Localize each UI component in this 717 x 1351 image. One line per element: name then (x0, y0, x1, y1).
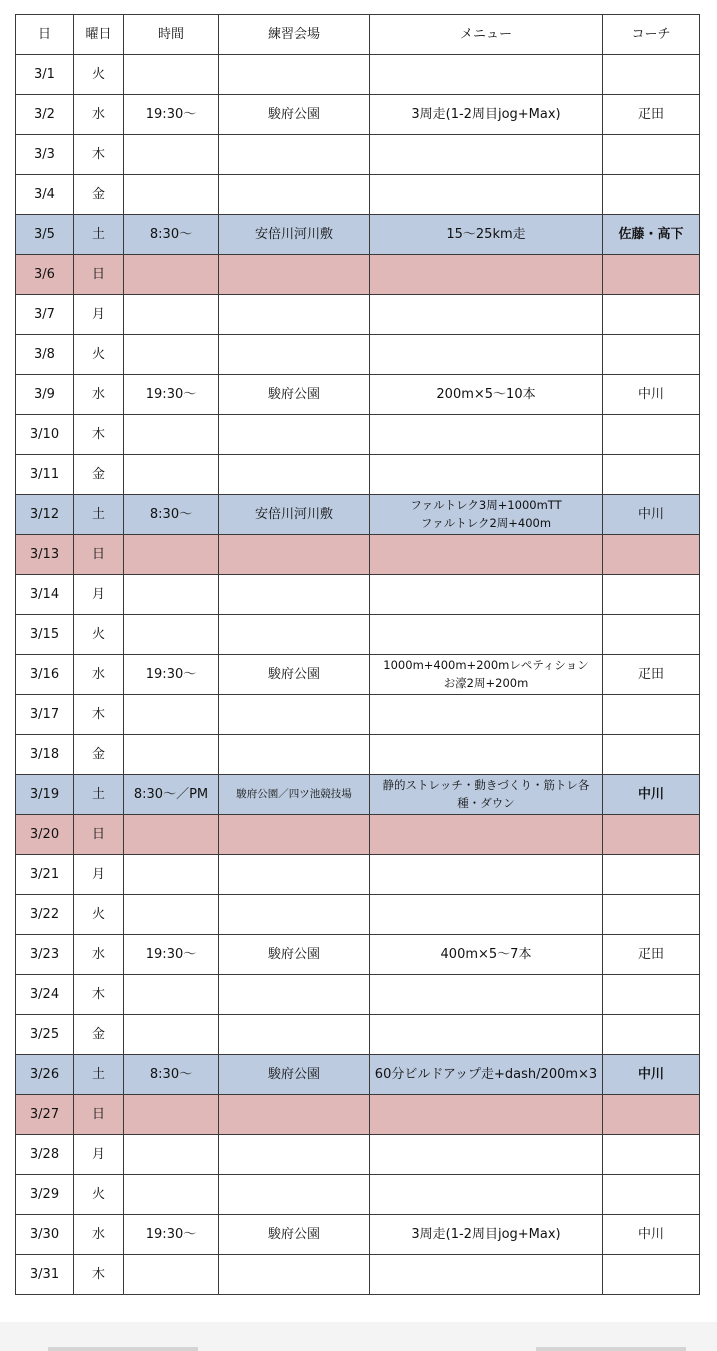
table-row-saturday (16, 775, 700, 815)
weekday-cell: 火 (74, 895, 124, 935)
coach-cell (603, 855, 700, 895)
venue-cell (219, 975, 370, 1015)
venue-cell: 駿府公園 (219, 95, 370, 135)
date-cell: 3/21 (16, 855, 74, 895)
date-cell: 3/16 (16, 655, 74, 695)
menu-cell (370, 415, 603, 455)
time-cell: 8:30〜 (124, 1055, 219, 1095)
time-cell: 19:30〜 (124, 95, 219, 135)
table-row (16, 95, 700, 135)
menu-cell (370, 1135, 603, 1175)
weekday-cell: 木 (74, 695, 124, 735)
weekday-cell: 木 (74, 135, 124, 175)
venue-cell (219, 415, 370, 455)
table-row (16, 135, 700, 175)
venue-cell (219, 135, 370, 175)
menu-cell (370, 575, 603, 615)
menu-cell (370, 95, 603, 135)
header-time: 時間 (124, 15, 219, 55)
coach-cell (603, 1095, 700, 1135)
menu-cell (370, 615, 603, 655)
date-cell: 3/9 (16, 375, 74, 415)
date-cell: 3/26 (16, 1055, 74, 1095)
weekday-cell: 水 (74, 95, 124, 135)
date-cell: 3/24 (16, 975, 74, 1015)
time-cell (124, 615, 219, 655)
venue-cell (219, 175, 370, 215)
date-cell: 3/4 (16, 175, 74, 215)
table-row-saturday (16, 1055, 700, 1095)
schedule-body (16, 55, 700, 1295)
venue-cell (219, 255, 370, 295)
date-cell: 3/1 (16, 55, 74, 95)
coach-cell (603, 135, 700, 175)
table-row (16, 335, 700, 375)
menu-line: 200m×5〜10本 (436, 386, 536, 402)
venue-cell (219, 1135, 370, 1175)
coach-cell (603, 1175, 700, 1215)
weekday-cell: 土 (74, 215, 124, 255)
coach-cell (603, 1135, 700, 1175)
sheet-tab[interactable] (536, 1347, 686, 1351)
weekday-cell: 水 (74, 655, 124, 695)
coach-cell: 中川 (603, 495, 700, 535)
time-cell (124, 735, 219, 775)
table-row (16, 575, 700, 615)
table-row (16, 935, 700, 975)
venue-cell (219, 1175, 370, 1215)
menu-cell (370, 1215, 603, 1255)
coach-cell (603, 535, 700, 575)
practice-schedule-table (15, 14, 700, 1295)
venue-cell (219, 1015, 370, 1055)
time-cell: 19:30〜 (124, 655, 219, 695)
date-cell: 3/3 (16, 135, 74, 175)
table-row (16, 415, 700, 455)
time-cell (124, 815, 219, 855)
weekday-cell: 土 (74, 495, 124, 535)
venue-cell (219, 295, 370, 335)
menu-cell (370, 1095, 603, 1135)
time-cell (124, 55, 219, 95)
menu-line: 3周走(1-2周目jog+Max) (411, 106, 561, 122)
table-row (16, 735, 700, 775)
menu-cell (370, 895, 603, 935)
table-row (16, 295, 700, 335)
weekday-cell: 土 (74, 1055, 124, 1095)
time-cell: 19:30〜 (124, 375, 219, 415)
time-cell (124, 695, 219, 735)
table-row (16, 975, 700, 1015)
venue-cell (219, 455, 370, 495)
weekday-cell: 金 (74, 1015, 124, 1055)
time-cell (124, 135, 219, 175)
coach-cell (603, 815, 700, 855)
coach-cell (603, 895, 700, 935)
table-row-sunday (16, 255, 700, 295)
weekday-cell: 木 (74, 415, 124, 455)
venue-cell: 駿府公園／四ツ池競技場 (219, 775, 370, 815)
menu-cell (370, 695, 603, 735)
menu-cell (370, 215, 603, 255)
menu-line: お濠2周+200m (443, 675, 529, 690)
time-cell (124, 415, 219, 455)
coach-cell (603, 455, 700, 495)
date-cell: 3/28 (16, 1135, 74, 1175)
coach-cell: 中川 (603, 375, 700, 415)
menu-line: 種・ダウン (457, 795, 515, 810)
coach-cell: 疋田 (603, 655, 700, 695)
date-cell: 3/29 (16, 1175, 74, 1215)
coach-cell (603, 975, 700, 1015)
table-row (16, 55, 700, 95)
menu-cell (370, 455, 603, 495)
coach-cell: 中川 (603, 775, 700, 815)
coach-cell: 中川 (603, 1215, 700, 1255)
menu-line: ファルトレク3周+1000mTT (410, 497, 562, 512)
coach-cell (603, 255, 700, 295)
date-cell: 3/23 (16, 935, 74, 975)
menu-cell (370, 735, 603, 775)
time-cell (124, 855, 219, 895)
header-date: 日 (16, 15, 74, 55)
time-cell: 8:30〜 (124, 215, 219, 255)
menu-cell (370, 495, 603, 535)
table-row (16, 615, 700, 655)
venue-cell (219, 1255, 370, 1295)
menu-cell (370, 335, 603, 375)
menu-line: ファルトレク2周+400m (420, 515, 552, 530)
table-row (16, 655, 700, 695)
venue-cell (219, 615, 370, 655)
time-cell (124, 455, 219, 495)
date-cell: 3/18 (16, 735, 74, 775)
weekday-cell: 木 (74, 975, 124, 1015)
table-row (16, 375, 700, 415)
menu-line: 15〜25km走 (446, 226, 526, 242)
menu-cell (370, 135, 603, 175)
table-row-sunday (16, 1095, 700, 1135)
table-row (16, 175, 700, 215)
time-cell (124, 1175, 219, 1215)
weekday-cell: 金 (74, 455, 124, 495)
time-cell (124, 535, 219, 575)
table-row-sunday (16, 815, 700, 855)
time-cell (124, 255, 219, 295)
table-row (16, 455, 700, 495)
table-row (16, 695, 700, 735)
header-venue: 練習会場 (219, 15, 370, 55)
date-cell: 3/27 (16, 1095, 74, 1135)
time-cell (124, 1095, 219, 1135)
weekday-cell: 火 (74, 1175, 124, 1215)
menu-line: 60分ビルドアップ走+dash/200m×3 (374, 1066, 598, 1082)
menu-line: 静的ストレッチ・動きづくり・筋トレ各 (382, 777, 590, 792)
date-cell: 3/19 (16, 775, 74, 815)
weekday-cell: 火 (74, 335, 124, 375)
coach-cell (603, 175, 700, 215)
date-cell: 3/5 (16, 215, 74, 255)
menu-cell (370, 655, 603, 695)
coach-cell (603, 735, 700, 775)
venue-cell: 安倍川河川敷 (219, 495, 370, 535)
menu-cell (370, 255, 603, 295)
coach-cell: 疋田 (603, 95, 700, 135)
weekday-cell: 月 (74, 1135, 124, 1175)
venue-cell: 駿府公園 (219, 1215, 370, 1255)
time-cell (124, 975, 219, 1015)
venue-cell (219, 815, 370, 855)
menu-cell (370, 855, 603, 895)
date-cell: 3/17 (16, 695, 74, 735)
venue-cell: 駿府公園 (219, 375, 370, 415)
menu-line: 400m×5〜7本 (440, 946, 532, 962)
time-cell (124, 295, 219, 335)
weekday-cell: 月 (74, 295, 124, 335)
venue-cell (219, 855, 370, 895)
time-cell (124, 1255, 219, 1295)
venue-cell (219, 335, 370, 375)
date-cell: 3/7 (16, 295, 74, 335)
menu-line: 1000m+400m+200mレペティション (383, 657, 589, 672)
time-cell (124, 175, 219, 215)
date-cell: 3/14 (16, 575, 74, 615)
table-row (16, 1215, 700, 1255)
weekday-cell: 日 (74, 535, 124, 575)
date-cell: 3/20 (16, 815, 74, 855)
menu-cell (370, 1015, 603, 1055)
date-cell: 3/12 (16, 495, 74, 535)
date-cell: 3/10 (16, 415, 74, 455)
venue-cell (219, 575, 370, 615)
weekday-cell: 月 (74, 855, 124, 895)
coach-cell (603, 1015, 700, 1055)
menu-cell (370, 815, 603, 855)
menu-cell (370, 1255, 603, 1295)
menu-cell (370, 295, 603, 335)
time-cell (124, 1015, 219, 1055)
time-cell: 8:30〜 (124, 495, 219, 535)
weekday-cell: 日 (74, 1095, 124, 1135)
weekday-cell: 金 (74, 735, 124, 775)
menu-cell (370, 935, 603, 975)
table-row-sunday (16, 535, 700, 575)
menu-cell (370, 175, 603, 215)
menu-cell (370, 375, 603, 415)
coach-cell (603, 695, 700, 735)
venue-cell: 駿府公園 (219, 935, 370, 975)
menu-line: 3周走(1-2周目jog+Max) (411, 1226, 561, 1242)
weekday-cell: 水 (74, 375, 124, 415)
table-row (16, 895, 700, 935)
date-cell: 3/11 (16, 455, 74, 495)
coach-cell: 疋田 (603, 935, 700, 975)
header-weekday: 曜日 (74, 15, 124, 55)
venue-cell: 駿府公園 (219, 1055, 370, 1095)
date-cell: 3/25 (16, 1015, 74, 1055)
venue-cell: 安倍川河川敷 (219, 215, 370, 255)
table-row (16, 1175, 700, 1215)
time-cell: 19:30〜 (124, 1215, 219, 1255)
venue-cell (219, 695, 370, 735)
coach-cell (603, 615, 700, 655)
date-cell: 3/30 (16, 1215, 74, 1255)
date-cell: 3/15 (16, 615, 74, 655)
date-cell: 3/13 (16, 535, 74, 575)
time-cell: 19:30〜 (124, 935, 219, 975)
time-cell: 8:30〜／PM (124, 775, 219, 815)
time-cell (124, 895, 219, 935)
coach-cell (603, 55, 700, 95)
weekday-cell: 金 (74, 175, 124, 215)
date-cell: 3/8 (16, 335, 74, 375)
table-row (16, 1015, 700, 1055)
venue-cell: 駿府公園 (219, 655, 370, 695)
coach-cell (603, 295, 700, 335)
weekday-cell: 火 (74, 615, 124, 655)
weekday-cell: 日 (74, 815, 124, 855)
header-row (16, 15, 700, 55)
coach-cell: 中川 (603, 1055, 700, 1095)
weekday-cell: 月 (74, 575, 124, 615)
coach-cell (603, 575, 700, 615)
sheet-tab[interactable] (48, 1347, 198, 1351)
menu-cell (370, 535, 603, 575)
header-menu: メニュー (370, 15, 603, 55)
menu-cell (370, 55, 603, 95)
menu-cell (370, 975, 603, 1015)
weekday-cell: 日 (74, 255, 124, 295)
weekday-cell: 水 (74, 1215, 124, 1255)
date-cell: 3/22 (16, 895, 74, 935)
table-row (16, 1255, 700, 1295)
coach-cell (603, 1255, 700, 1295)
venue-cell (219, 735, 370, 775)
table-row-saturday (16, 215, 700, 255)
venue-cell (219, 55, 370, 95)
menu-cell (370, 1175, 603, 1215)
coach-cell: 佐藤・高下 (603, 215, 700, 255)
venue-cell (219, 535, 370, 575)
date-cell: 3/6 (16, 255, 74, 295)
table-row (16, 855, 700, 895)
date-cell: 3/31 (16, 1255, 74, 1295)
table-row-saturday (16, 495, 700, 535)
weekday-cell: 火 (74, 55, 124, 95)
venue-cell (219, 895, 370, 935)
coach-cell (603, 415, 700, 455)
header-coach: コーチ (603, 15, 700, 55)
weekday-cell: 木 (74, 1255, 124, 1295)
menu-cell (370, 1055, 603, 1095)
coach-cell (603, 335, 700, 375)
venue-cell (219, 1095, 370, 1135)
time-cell (124, 335, 219, 375)
weekday-cell: 土 (74, 775, 124, 815)
menu-cell (370, 775, 603, 815)
weekday-cell: 水 (74, 935, 124, 975)
time-cell (124, 1135, 219, 1175)
table-row (16, 1135, 700, 1175)
date-cell: 3/2 (16, 95, 74, 135)
time-cell (124, 575, 219, 615)
